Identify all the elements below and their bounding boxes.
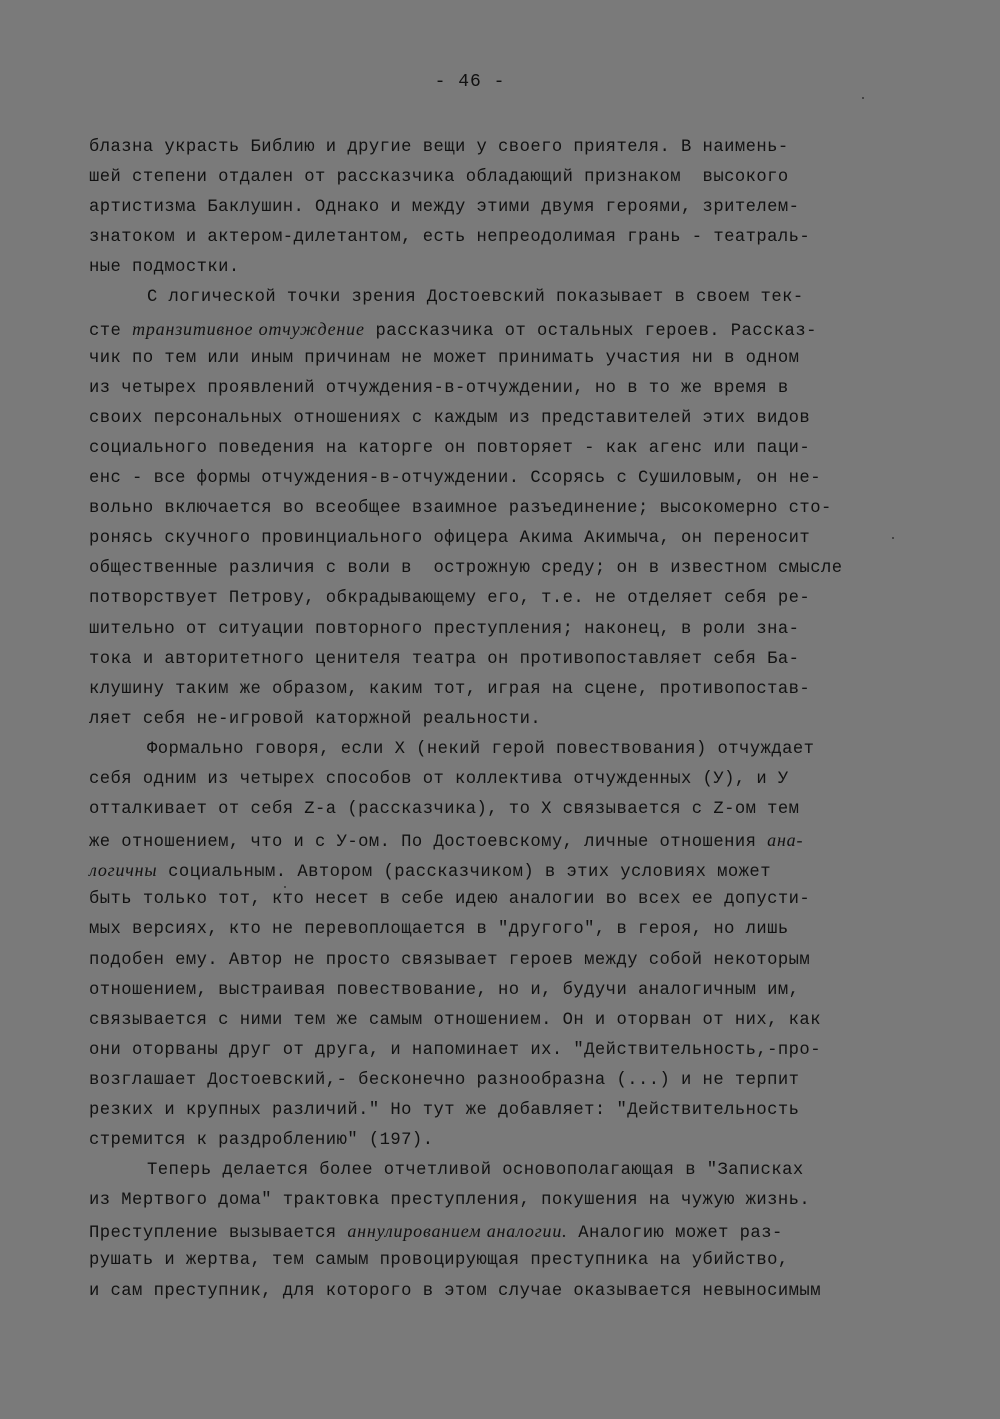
- text-segment: общественные различия с воли в острожную среду; он в известном смысле: [89, 559, 843, 579]
- text-line: [89, 133, 919, 163]
- text-segment: Аналогию может раз-: [567, 1224, 783, 1244]
- text-segment: Теперь делается более отчетливой основополагающая в "Записках: [147, 1161, 804, 1181]
- text-segment: артистизма Баклушин. Однако и между этими двумя героями, зрителем-: [89, 198, 800, 218]
- text-segment: возглашает Достоевский,- бесконечно разнообразна (...) и не терпит: [89, 1070, 800, 1090]
- scan-speck: [862, 97, 864, 99]
- text-line: [89, 584, 919, 614]
- text-line: [89, 855, 919, 885]
- text-line: [89, 1126, 919, 1156]
- text-line: [89, 1156, 919, 1186]
- text-line: [89, 193, 919, 223]
- text-segment: чик по тем или иным причинам не может принимать участия ни в одном: [89, 348, 800, 368]
- text-segment: С логической точки зрения Достоевский показывает в своем тек-: [147, 288, 804, 308]
- text-line: [89, 645, 919, 675]
- text-segment: себя одним из четырех способов от коллектива отчужденных (У), и У: [89, 769, 789, 789]
- text-line: [89, 1036, 919, 1066]
- text-segment: своих персональных отношениях с каждым из представителей этих видов: [89, 408, 811, 428]
- text-line: [89, 705, 919, 735]
- text-line: [89, 223, 919, 253]
- text-segment: из Мертвого дома" трактовка преступления, покушения на чужую жизнь.: [89, 1191, 811, 1211]
- text-line: [89, 675, 919, 705]
- text-line: [89, 915, 919, 945]
- text-line: [89, 1096, 919, 1126]
- text-segment: связывается с ними тем же самым отношением. Он и оторван от них, как: [89, 1010, 821, 1030]
- text-line: [89, 1277, 919, 1307]
- text-line: [89, 946, 919, 976]
- italic-text: логичны: [89, 860, 158, 881]
- text-line: [89, 163, 919, 193]
- text-line: [89, 1006, 919, 1036]
- text-line: [89, 735, 919, 765]
- text-segment: Преступление вызывается: [89, 1224, 348, 1244]
- text-line: [89, 494, 919, 524]
- text-line: [89, 524, 919, 554]
- text-line: [89, 344, 919, 374]
- text-segment: социального поведения на каторге он повторяет - как агенс или паци-: [89, 438, 811, 458]
- text-segment: рушать и жертва, тем самым провоцирующая преступника на убийство,: [89, 1251, 789, 1271]
- text-segment: ронясь скучного провинциального офицера Акима Акимыча, он переносит: [89, 529, 811, 549]
- text-line: [89, 314, 919, 344]
- text-segment: тока и авторитетного ценителя театра он противопоставляет себя Ба-: [89, 649, 800, 669]
- text-line: [89, 765, 919, 795]
- text-segment: вольно включается во всеобщее взаимное разъединение; высокомерно сто-: [89, 499, 832, 519]
- text-line: [89, 1066, 919, 1096]
- text-segment: ляет себя не-игровой каторжной реальности.: [89, 709, 542, 729]
- text-line: [89, 554, 919, 584]
- text-segment: Формально говоря, если X (некий герой повествования) отчуждает: [147, 739, 815, 759]
- text-line: [89, 253, 919, 283]
- text-line: [89, 1186, 919, 1216]
- text-segment: клушину таким же образом, каким тот, играя на сцене, противопостав-: [89, 679, 811, 699]
- text-segment: социальным. Автором (рассказчиком) в этих условиях может: [157, 863, 771, 883]
- text-line: [89, 1216, 919, 1246]
- text-segment: они оторваны друг от друга, и напоминает их. "Действительность,-про-: [89, 1040, 821, 1060]
- italic-text: ана-: [767, 830, 804, 851]
- text-segment: же отношением, что и с У-ом. По Достоевскому, личные отношения: [89, 833, 768, 853]
- italic-text: транзитивное отчуждение: [132, 318, 365, 339]
- text-segment: знатоком и актером-дилетантом, есть непреодолимая грань - театраль-: [89, 228, 811, 248]
- text-segment: шей степени отдален от рассказчика обладающий признаком высокого: [89, 168, 789, 188]
- scan-speck: [892, 537, 894, 539]
- text-segment: отталкивает от себя Z-а (рассказчика), то X связывается с Z-ом тем: [89, 800, 800, 820]
- text-line: [89, 464, 919, 494]
- text-segment: отношением, выстраивая повествование, но и, будучи аналогичным им,: [89, 980, 800, 1000]
- text-line: [89, 795, 919, 825]
- text-segment: мых версиях, кто не перевоплощается в "другого", в героя, но лишь: [89, 920, 789, 940]
- text-segment: ные подмостки.: [89, 258, 240, 278]
- text-segment: шительно от ситуации повторного преступления; наконец, в роли зна-: [89, 619, 800, 639]
- text-line: [89, 404, 919, 434]
- text-segment: блазна украсть Библию и другие вещи у своего приятеля. В наимень-: [89, 138, 789, 157]
- text-line: [89, 1246, 919, 1276]
- text-segment: енс - все формы отчуждения-в-отчуждении. Ссорясь с Сушиловым, он не-: [89, 469, 821, 489]
- body-text: [89, 133, 919, 1307]
- text-line: [89, 283, 919, 313]
- italic-text: аннулированием аналогии.: [347, 1221, 568, 1242]
- text-segment: резких и крупных различий." Но тут же добавляет: "Действительность: [89, 1101, 800, 1120]
- text-segment: быть только тот, кто несет в себе идею аналогии во всех ее допусти-: [89, 890, 811, 910]
- page-number: - 46 -: [434, 72, 506, 92]
- text-segment: подобен ему. Автор не просто связывает героев между собой некоторым: [89, 950, 811, 970]
- text-line: [89, 976, 919, 1006]
- text-segment: из четырех проявлений отчуждения-в-отчуждении, но в то же время в: [89, 378, 789, 398]
- text-segment: потворствует Петрову, обкрадывающему его, т.е. не отделяет себя ре-: [89, 589, 811, 609]
- scan-speck: [284, 886, 286, 888]
- text-line: [89, 374, 919, 404]
- text-segment: и сам преступник, для которого в этом случае оказывается невыносимым: [89, 1281, 821, 1301]
- text-segment: рассказчика от остальных героев. Рассказ-: [364, 321, 817, 341]
- text-line: [89, 615, 919, 645]
- text-line: [89, 825, 919, 855]
- text-line: [89, 885, 919, 915]
- text-line: [89, 434, 919, 464]
- text-segment: сте: [89, 321, 133, 341]
- text-segment: стремится к раздроблению" (197).: [89, 1131, 434, 1151]
